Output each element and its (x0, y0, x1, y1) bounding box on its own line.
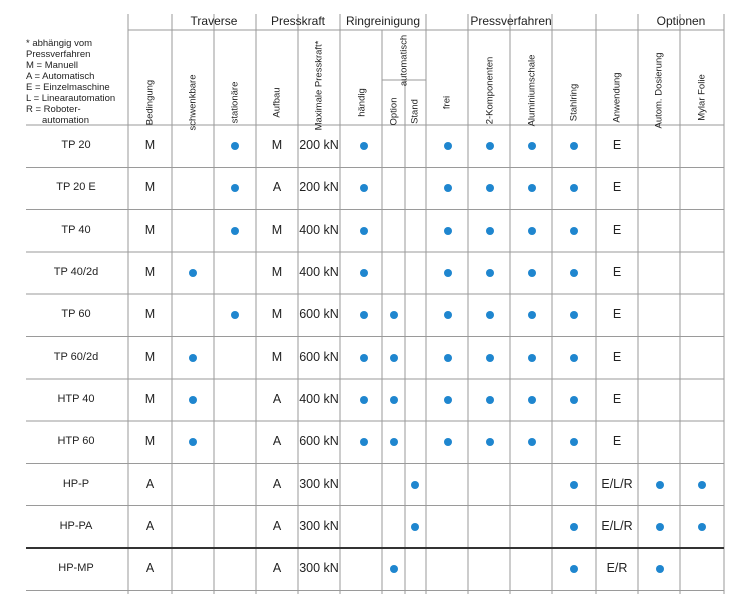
feature-dot (528, 354, 536, 362)
feature-dot (231, 227, 239, 235)
cell-bedingung: M (144, 265, 156, 280)
group-header-optionen: Optionen (656, 14, 706, 28)
feature-dot (360, 227, 368, 235)
cell-anwendung: E/L/R (601, 476, 633, 491)
feature-dot (411, 523, 419, 531)
feature-dot (528, 269, 536, 277)
row-model-name: TP 20 (61, 139, 91, 152)
feature-dot (444, 227, 452, 235)
legend-line: E = Einzelmaschine (26, 82, 110, 93)
row-model-name: HTP 40 (57, 392, 95, 405)
cell-aufbau: M (271, 307, 283, 322)
cell-bedingung: A (145, 476, 155, 491)
cell-bedingung: M (144, 180, 156, 195)
row-model-name: TP 40 (61, 223, 91, 236)
cell-aufbau: A (272, 561, 282, 576)
legend-line: R = Roboter- (26, 104, 81, 115)
cell-presskraft: 300 kN (299, 561, 339, 576)
feature-dot (570, 481, 578, 489)
feature-dot (444, 396, 452, 404)
cell-bedingung: M (144, 391, 156, 406)
row-model-name: TP 60 (61, 308, 91, 321)
feature-dot (698, 481, 706, 489)
legend-line: A = Automatisch (26, 71, 95, 82)
feature-dot (570, 227, 578, 235)
legend-line: * abhängig vom (26, 38, 93, 49)
cell-anwendung: E (612, 349, 622, 364)
feature-dot (189, 396, 197, 404)
cell-aufbau: M (271, 265, 283, 280)
cell-bedingung: M (144, 222, 156, 237)
cell-aufbau: M (271, 222, 283, 237)
row-model-name: TP 20 E (56, 181, 96, 194)
cell-bedingung: M (144, 349, 156, 364)
cell-presskraft: 200 kN (299, 180, 339, 195)
cell-presskraft: 400 kN (299, 222, 339, 237)
cell-presskraft: 400 kN (299, 265, 339, 280)
feature-dot (486, 396, 494, 404)
feature-dot (698, 523, 706, 531)
cell-presskraft: 300 kN (299, 476, 339, 491)
cell-aufbau: M (271, 138, 283, 153)
row-model-name: HP-MP (58, 562, 94, 575)
feature-dot (444, 354, 452, 362)
legend-line: M = Manuell (26, 60, 79, 71)
cell-presskraft: 200 kN (299, 138, 339, 153)
cell-bedingung: M (144, 307, 156, 322)
cell-aufbau: A (272, 391, 282, 406)
cell-anwendung: E/L/R (601, 518, 633, 533)
legend-line: L = Linearautomation (26, 93, 116, 104)
cell-aufbau: M (271, 349, 283, 364)
cell-bedingung: M (144, 138, 156, 153)
cell-anwendung: E/R (606, 561, 628, 576)
feature-dot (444, 269, 452, 277)
cell-presskraft: 300 kN (299, 518, 339, 533)
legend-line: automation (42, 115, 90, 126)
feature-dot (570, 396, 578, 404)
cell-anwendung: E (612, 307, 622, 322)
cell-presskraft: 600 kN (299, 307, 339, 322)
cell-anwendung: E (612, 222, 622, 237)
row-model-name: TP 40/2d (53, 266, 99, 279)
cell-aufbau: A (272, 518, 282, 533)
feature-dot (656, 523, 664, 531)
cell-aufbau: A (272, 434, 282, 449)
cell-anwendung: E (612, 138, 622, 153)
row-model-name: TP 60/2d (53, 350, 99, 363)
group-header-traverse: Traverse (190, 14, 238, 28)
group-header-ringreinigung: Ringreinigung (345, 14, 421, 28)
feature-dot (390, 354, 398, 362)
feature-dot (656, 481, 664, 489)
cell-anwendung: E (612, 391, 622, 406)
feature-dot (390, 396, 398, 404)
legend-line: Pressverfahren (26, 49, 91, 60)
legend (26, 38, 115, 126)
feature-dot (189, 269, 197, 277)
cell-presskraft: 600 kN (299, 349, 339, 364)
feature-dot (570, 354, 578, 362)
feature-dot (360, 354, 368, 362)
cell-aufbau: A (272, 476, 282, 491)
cell-anwendung: E (612, 180, 622, 195)
feature-dot (486, 354, 494, 362)
feature-dot (486, 227, 494, 235)
feature-dot (360, 269, 368, 277)
group-header-pressverfahren: Pressverfahren (470, 14, 552, 28)
cell-bedingung: A (145, 518, 155, 533)
feature-dot (360, 396, 368, 404)
feature-dot (528, 396, 536, 404)
feature-dot (486, 269, 494, 277)
row-model-name: HP-P (62, 477, 90, 490)
cell-presskraft: 600 kN (299, 434, 339, 449)
feature-dot (570, 269, 578, 277)
feature-dot (528, 227, 536, 235)
group-header-presskraft: Presskraft (270, 14, 325, 28)
feature-dot (570, 523, 578, 531)
cell-anwendung: E (612, 434, 622, 449)
feature-dot (411, 481, 419, 489)
cell-anwendung: E (612, 265, 622, 280)
cell-aufbau: A (272, 180, 282, 195)
row-model-name: HP-PA (59, 519, 93, 532)
cell-bedingung: A (145, 561, 155, 576)
cell-bedingung: M (144, 434, 156, 449)
row-model-name: HTP 60 (57, 435, 95, 448)
comparison-table: Traverse Presskraft Ringreinigung Pressverfahren Optionen * abhängig vom Pressverfahren M = Manuell A = Automatisch E = Einzelmaschine L = Linearautomation R = Roboter- automation automatisch Bedingung schwenkbare stationäre Aufbau Maximale Presskraft* händig Option Stand frei 2-Komponenten Aluminiumschale Stahlring Anwendung Autom. Dosierung Mylar Folie TP 20 M M 200 kN E TP 20 E M A 200 kN E TP 40 M M 400 kN E TP 40/2d M M 400 kN E TP 60 M M 600 kN E TP 60/2d M M 600 kN E HTP 40 M A 400 kN E HTP 60 M A 600 kN E HP-P A A 300 kN E/L/R HP-PA A A 300 kN E/L/R HP-MP A A 300 kN E/R (0, 0, 740, 616)
feature-dot (189, 354, 197, 362)
cell-presskraft: 400 kN (299, 391, 339, 406)
